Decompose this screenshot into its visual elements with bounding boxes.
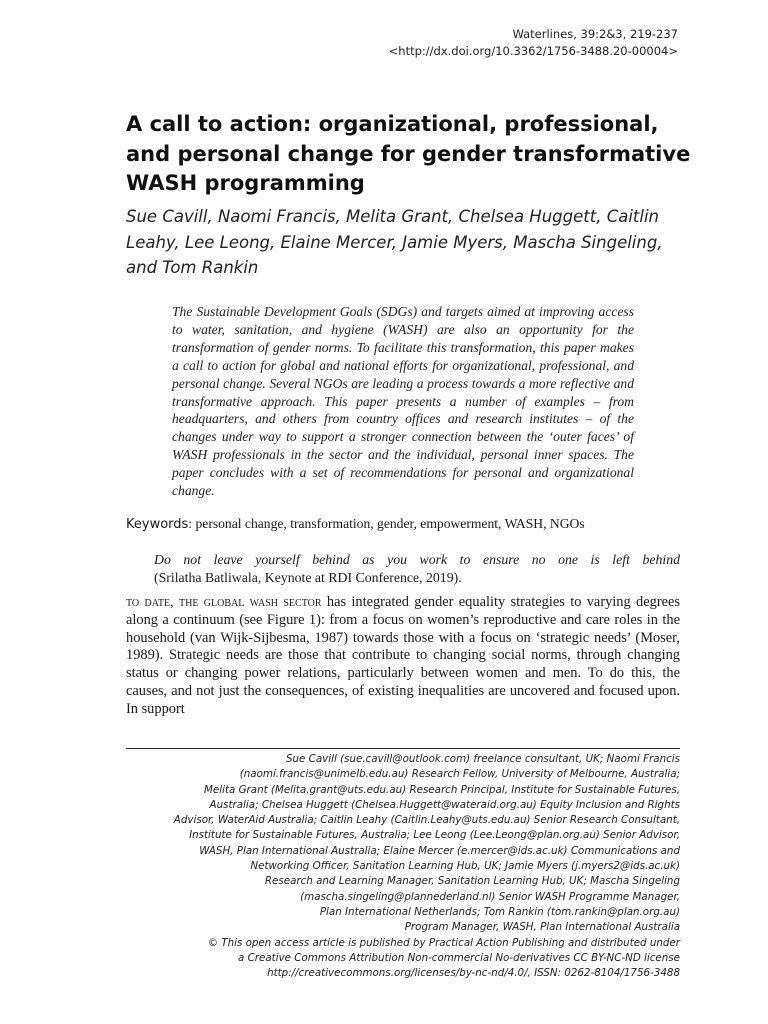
footnote-line: (mascha.singeling@plannederland.nl) Senior WASH Programme Manager, <box>300 890 680 903</box>
footnote-line: Advisor, WaterAid Australia; Caitlin Leahy (Caitlin.Leahy@uts.edu.au) Senior Research Consultant, <box>173 814 680 827</box>
doi-link[interactable]: <http://dx.doi.org/10.3362/1756-3488.20-00004> <box>388 44 678 58</box>
footnote-line: Australia; Chelsea Huggett (Chelsea.Huggett@wateraid.org.au) Equity Inclusion and Rights <box>209 798 680 811</box>
footnote-line: Melita Grant (Melita.grant@uts.edu.au) Research Principal, Institute for Sustainable Futures, <box>204 783 680 796</box>
footnote-line: Research and Learning Manager, Sanitation Learning Hub, UK; Mascha Singeling <box>264 875 680 888</box>
footnote-divider <box>126 748 680 749</box>
abstract: The Sustainable Development Goals (SDGs) and targets aimed at improving access to water, sanitation, and hygiene (WASH) are also an opportunity for the transformation of gender norms. To facilitate this transformation, this paper makes a call to action for global and national efforts for organizational, professional, and personal change. Several NGOs are leading a process towards a more reflective and transformative approach. This paper presents a number of examples – from headquarters, and others from country offices and research institutes – of the changes under way to support a stronger connection between the ‘outer faces’ of WASH professionals in the sector and the individual, personal inner spaces. The paper concludes with a set of recommendations for personal and organizational change. <box>172 304 634 499</box>
author-list: Sue Cavill, Naomi Francis, Melita Grant, Chelsea Huggett, Caitlin Leahy, Lee Leong, Elaine Mercer, Jamie Myers, Mascha Singeling, and Tom Rankin <box>126 207 663 277</box>
footnote-line: Plan International Netherlands; Tom Rankin (tom.rankin@plan.org.au) <box>319 905 680 918</box>
body-lead-in: to date, the global wash sector <box>126 594 322 610</box>
footnote-line: Program Manager, WASH, Plan International Australia <box>404 921 680 934</box>
keywords-colon: : <box>188 516 196 531</box>
license-url-line[interactable]: http://creativecommons.org/licenses/by-nc-nd/4.0/, ISSN: 0262-8104/1756-3488 <box>267 967 680 980</box>
footnote-line: (naomi.francis@unimelb.edu.au) Research Fellow, University of Melbourne, Australia; <box>239 768 680 781</box>
paper-title: A call to action: organizational, professional, and personal change for gender transformative WASH programming <box>126 112 691 195</box>
footnote-line: Sue Cavill (sue.cavill@outlook.com) freelance consultant, UK; Naomi Francis <box>286 753 680 765</box>
journal-reference: Waterlines, 39:2&3, 219-237 <box>512 27 678 41</box>
footnote-line: Networking Officer, Sanitation Learning Hub, UK; Jamie Myers (j.myers2@ids.ac.uk) <box>250 860 680 873</box>
journal-header <box>389 26 678 60</box>
keywords-values: personal change, transformation, gender, empowerment, WASH, NGOs <box>195 516 585 531</box>
license-line: a Creative Commons Attribution Non-commercial No-derivatives CC BY-NC-ND license <box>238 951 680 964</box>
license-line: © This open access article is published by Practical Action Publishing and distributed under <box>207 936 680 949</box>
body-paragraph <box>126 594 680 719</box>
epigraph <box>154 551 680 587</box>
footnote-line: Institute for Sustainable Futures, Australia; Lee Leong (Lee.Leong@plan.org.au) Senior Advisor, <box>189 829 680 842</box>
epigraph-quote: Do not leave yourself behind as you work to ensure no one is left behind <box>154 552 680 567</box>
epigraph-attribution: (Srilatha Batliwala, Keynote at RDI Conference, 2019). <box>154 570 462 585</box>
keywords <box>126 515 686 534</box>
footnote-line: WASH, Plan International Australia; Elaine Mercer (e.mercer@ids.ac.uk) Communications and <box>199 844 680 857</box>
keywords-label: Keywords <box>126 517 189 532</box>
author-affiliations-footnote <box>160 752 680 981</box>
body-text: has integrated gender equality strategies to varying degrees along a continuum (see Figure 1): from a focus on women’s reproductive and care roles in the household (van Wijk-Sijbesma, 1987) towards those with a focus on ‘strategic needs’ (Moser, 1989). Strategic needs are those that contribute to changing social norms, through changing status or changing power relations, particularly between women and men. To do this, the causes, and not just the consequences, of existing inequalities are uncovered and focused upon. In support <box>126 594 680 717</box>
